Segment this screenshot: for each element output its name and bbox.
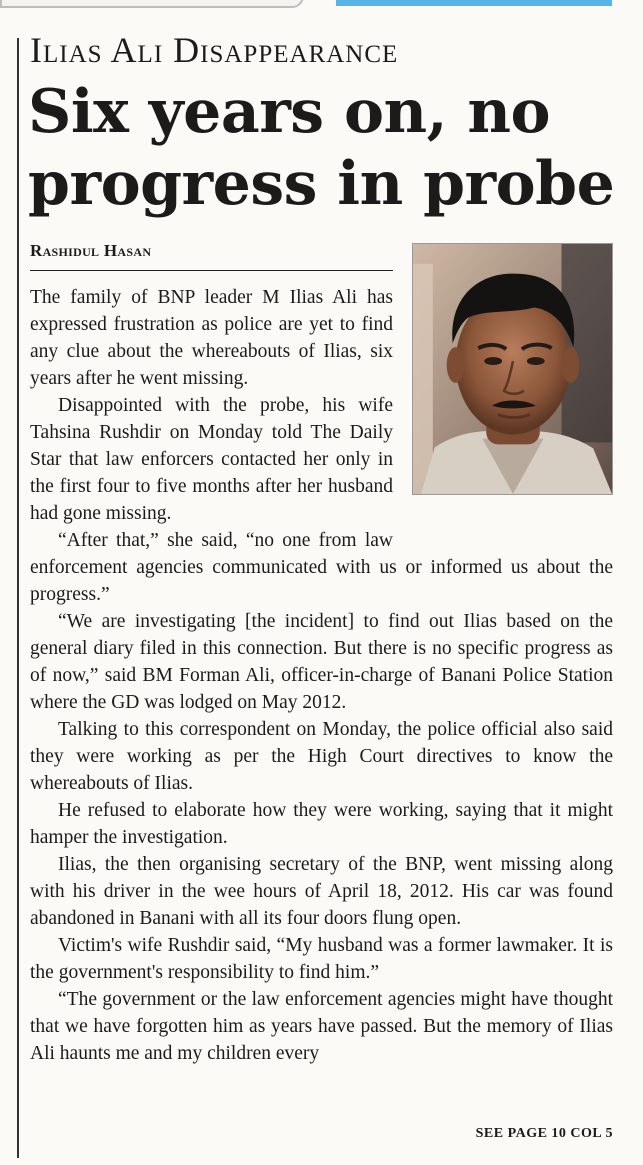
top-color-bar [336,0,612,6]
article-body [30,284,613,1067]
paragraph: The family of BNP leader M Ilias Ali has expressed frustration as police are yet to find any clue about the whereabouts of Ilias, six years after he went missing. [30,287,393,389]
column-rule [17,38,19,1158]
paragraph: He refused to elaborate how they were working, saying that it might hamper the investigation. [30,800,613,848]
paragraph: Talking to this correspondent on Monday, the police official also said they were working as per the High Court directives to know the whereabouts of Ilias. [30,719,613,794]
headline: Six years on, no progress in probe [28,77,615,219]
continuation-line: SEE PAGE 10 COL 5 [475,1126,613,1141]
paragraph: “The government or the law enforcement agencies might have thought that we have forgotten him as years have passed. But the memory of Ilias Ali haunts me and my children every [30,989,613,1064]
paragraph: Victim's wife Rushdir said, “My husband was a former lawmaker. It is the government's responsibility to find him.” [30,935,613,983]
paragraph: “After that,” she said, “no one from law enforcement agencies communicated with us or informed us about the progress.” [30,530,613,605]
kicker: Ilias Ali Disappearance [30,30,399,70]
byline-rule [30,270,393,271]
byline: Rashidul Hasan [30,241,152,260]
paragraph: “We are investigating [the incident] to find out Ilias based on the general diary filed in this connection. But there is no specific progress as of now,” said BM Forman Ali, officer-in-charge of Banani Police Station where the GD was lodged on May 2012. [30,611,613,713]
paragraph: Disappointed with the probe, his wife Tahsina Rushdir on Monday told The Daily Star that law enforcers contacted her only in the first four to five months after her husband had gone missing. [30,395,393,524]
previous-article-border [0,0,304,8]
paragraph: Ilias, the then organising secretary of the BNP, went missing along with his driver in the wee hours of April 18, 2012. His car was found abandoned in Banani with all its four doors flung open. [30,854,613,929]
